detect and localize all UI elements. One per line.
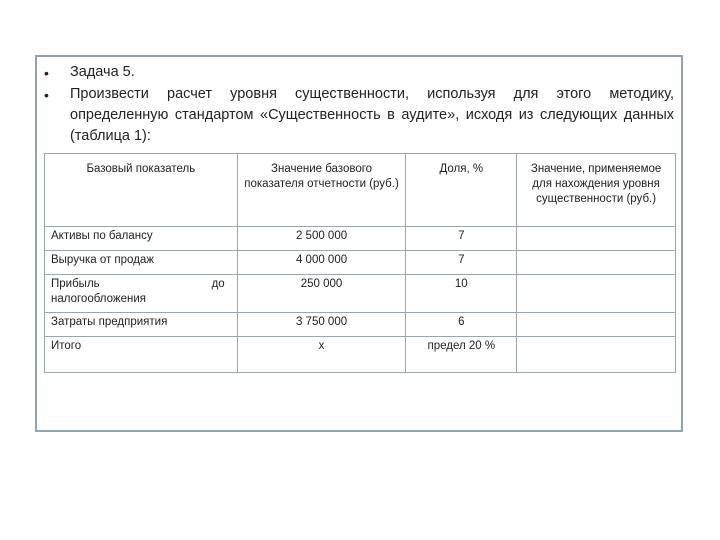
bullet-list xyxy=(44,62,674,147)
header-share: Доля, % xyxy=(406,154,517,227)
row-applied xyxy=(517,313,676,337)
table-row xyxy=(45,337,676,373)
header-applied-value: Значение, применяемое для нахождения уровня существенности (руб.) xyxy=(517,154,676,227)
header-base-indicator: Базовый показатель xyxy=(45,154,238,227)
row-share: 7 xyxy=(406,251,517,275)
task-title: Задача 5. xyxy=(70,64,135,80)
header-base-value: Значение базового показателя отчетности (руб.) xyxy=(237,154,406,227)
row-label: Прибыль xyxy=(51,278,100,290)
row-label-cell xyxy=(45,275,238,313)
row-value: 250 000 xyxy=(237,275,406,313)
row-value: х xyxy=(237,337,406,373)
row-label: Затраты предприятия xyxy=(45,313,238,337)
row-applied xyxy=(517,337,676,373)
row-applied xyxy=(517,251,676,275)
row-share: 6 xyxy=(406,313,517,337)
materiality-table xyxy=(44,153,676,373)
table-header-row xyxy=(45,154,676,227)
bullet-item-title xyxy=(44,62,674,84)
bullet-icon: • xyxy=(44,87,49,103)
table-row xyxy=(45,275,676,313)
row-label: Итого xyxy=(45,337,238,373)
row-share: 10 xyxy=(406,275,517,313)
task-description: Произвести расчет уровня существенности, используя для этого методику, определенную стандартом «Существенность в аудите», исходя из следующих данных (таблица 1): xyxy=(70,86,674,144)
row-applied xyxy=(517,275,676,313)
row-value: 4 000 000 xyxy=(237,251,406,275)
table-row xyxy=(45,227,676,251)
row-label-suffix: до xyxy=(211,278,225,290)
bullet-item-description xyxy=(44,84,674,147)
table-row xyxy=(45,251,676,275)
bullet-icon: • xyxy=(44,65,49,81)
table-row xyxy=(45,313,676,337)
row-value: 3 750 000 xyxy=(237,313,406,337)
row-label: Активы по балансу xyxy=(45,227,238,251)
row-share: предел 20 % xyxy=(406,337,517,373)
row-applied xyxy=(517,227,676,251)
row-label-continuation: налогообложения xyxy=(51,293,146,305)
row-value: 2 500 000 xyxy=(237,227,406,251)
row-label: Выручка от продаж xyxy=(45,251,238,275)
row-share: 7 xyxy=(406,227,517,251)
